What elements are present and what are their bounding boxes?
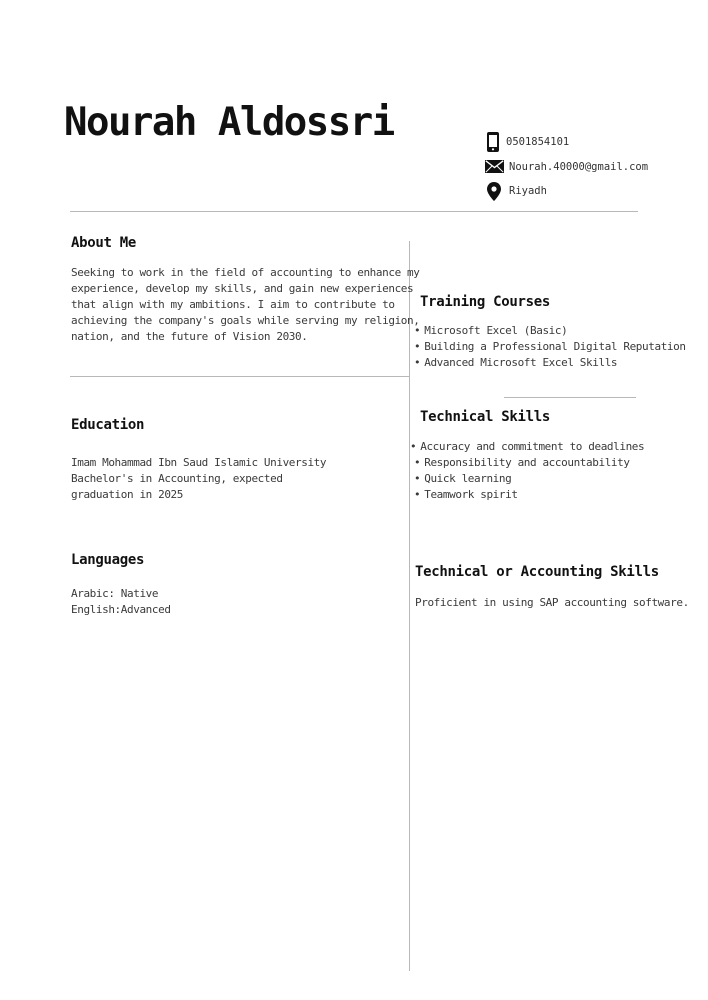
phone-number: 0501854101 — [506, 136, 570, 148]
accounting-text — [415, 595, 689, 611]
list-item: • Advanced Microsoft Excel Skills — [414, 356, 618, 369]
location-text: Riyadh — [509, 184, 547, 197]
phone-row — [486, 131, 569, 153]
column-divider — [409, 241, 410, 971]
about-text — [71, 265, 419, 345]
list-item: • Responsibility and accountability — [414, 456, 630, 469]
education-line: graduation in 2025 — [71, 488, 184, 501]
location-row — [487, 182, 547, 201]
languages-text — [71, 586, 171, 618]
about-line: Seeking to work in the field of accounting to enhance my — [71, 266, 420, 279]
about-divider — [70, 376, 409, 377]
language-line: English:Advanced — [71, 603, 171, 616]
email-address: Nourah.40000@gmail.com — [509, 160, 649, 173]
languages-heading: Languages — [71, 552, 145, 568]
training-heading: Training Courses — [420, 294, 551, 310]
training-list — [414, 323, 686, 371]
education-line: Imam Mohammad Ibn Saud Islamic University — [71, 456, 327, 469]
envelope-icon — [485, 160, 504, 173]
list-item: • Building a Professional Digital Reputation — [414, 340, 686, 353]
header-divider — [70, 211, 638, 212]
language-line: Arabic: Native — [71, 587, 159, 600]
about-heading: About Me — [71, 235, 137, 251]
phone-icon — [486, 131, 500, 153]
candidate-name: Nourah Aldossri — [64, 100, 394, 145]
technical-list — [410, 439, 644, 503]
about-line: achieving the company's goals while serving my religion, — [71, 314, 420, 327]
training-divider — [504, 397, 636, 398]
list-item: • Teamwork spirit — [414, 488, 518, 501]
map-pin-icon — [487, 182, 501, 201]
about-line: that align with my ambitions. I aim to contribute to — [71, 298, 395, 311]
technical-heading: Technical Skills — [420, 409, 551, 425]
list-item: • Accuracy and commitment to deadlines — [410, 440, 645, 453]
list-item: • Microsoft Excel (Basic) — [414, 324, 568, 337]
education-heading: Education — [71, 417, 145, 433]
email-row — [485, 160, 648, 173]
list-item: • Quick learning — [414, 472, 512, 485]
education-line: Bachelor's in Accounting, expected — [71, 472, 283, 485]
education-text — [71, 455, 326, 503]
about-line: nation, and the future of Vision 2030. — [71, 330, 308, 343]
accounting-line: Proficient in using SAP accounting software. — [415, 596, 689, 609]
about-line: experience, develop my skills, and gain new experiences — [71, 282, 414, 295]
accounting-heading: Technical or Accounting Skills — [415, 564, 659, 580]
